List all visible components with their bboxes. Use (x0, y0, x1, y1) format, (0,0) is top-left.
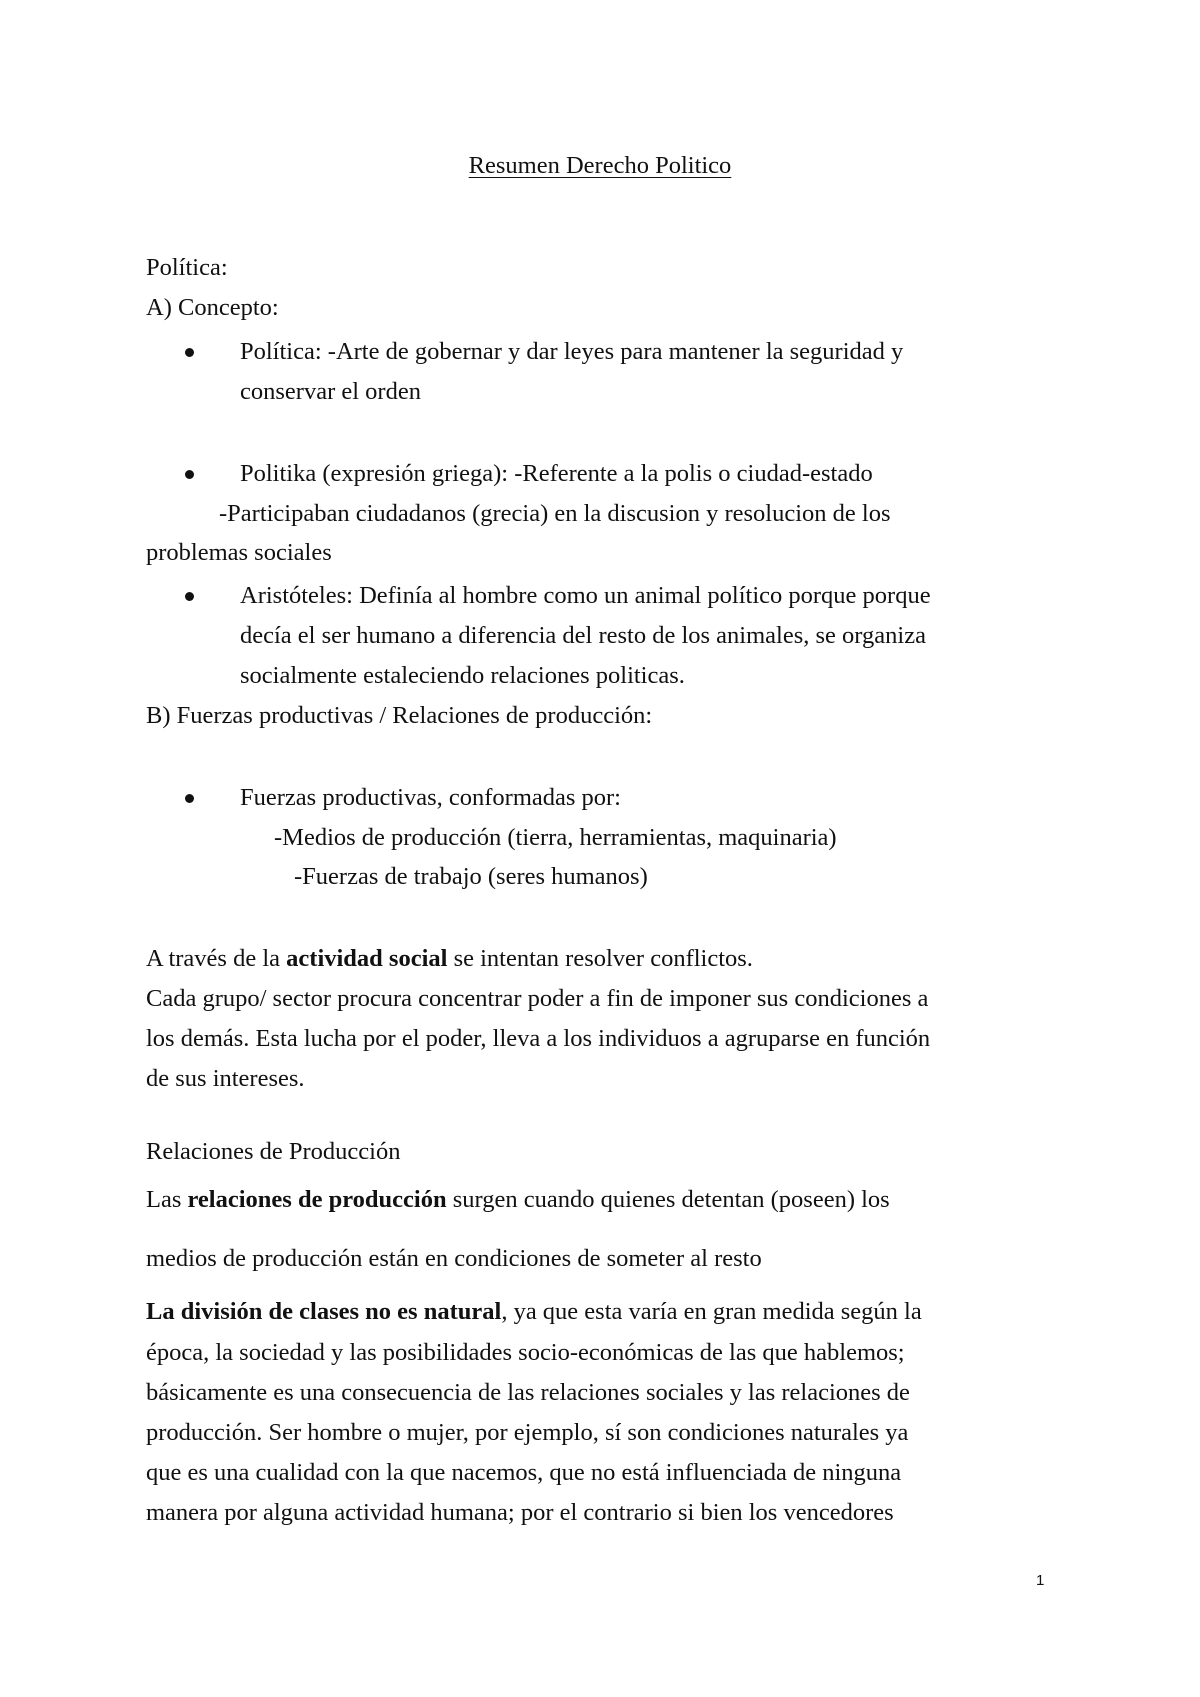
paragraph-line: A través de la actividad social se intentan resolver conflictos. (146, 945, 753, 972)
bullet-text: problemas sociales (146, 539, 332, 566)
bullet-subitem: -Medios de producción (tierra, herramientas, maquinaria) (274, 824, 837, 851)
bullet-text: Fuerzas productivas, conformadas por: (240, 784, 621, 811)
bullet-text: Aristóteles: Definía al hombre como un animal político porque porque (240, 582, 931, 609)
bullet-text: conservar el orden (240, 378, 421, 405)
bullet-icon (185, 592, 194, 601)
bullet-text: -Participaban ciudadanos (grecia) en la discusion y resolucion de los (219, 500, 891, 527)
subheading: Relaciones de Producción (146, 1138, 401, 1165)
paragraph-line: de sus intereses. (146, 1065, 305, 1092)
paragraph-line: Las relaciones de producción surgen cuando quienes detentan (poseen) los (146, 1186, 890, 1213)
bullet-icon (185, 470, 194, 479)
paragraph-line: que es una cualidad con la que nacemos, que no está influenciada de ninguna (146, 1459, 902, 1486)
paragraph-line: medios de producción están en condiciones de someter al resto (146, 1245, 762, 1272)
section-b-heading: B) Fuerzas productivas / Relaciones de producción: (146, 702, 653, 729)
paragraph-line: básicamente es una consecuencia de las relaciones sociales y las relaciones de (146, 1379, 910, 1406)
paragraph-line: los demás. Esta lucha por el poder, lleva a los individuos a agruparse en función (146, 1025, 931, 1052)
bullet-icon (185, 348, 194, 357)
bullet-subitem: -Fuerzas de trabajo (seres humanos) (294, 863, 648, 890)
paragraph-line: manera por alguna actividad humana; por el contrario si bien los vencedores (146, 1499, 894, 1526)
bullet-text: Política: -Arte de gobernar y dar leyes para mantener la seguridad y (240, 338, 904, 365)
section-politica-heading: Política: (146, 254, 228, 281)
document-title: Resumen Derecho Politico (468, 152, 732, 179)
paragraph-line: producción. Ser hombre o mujer, por ejemplo, sí son condiciones naturales ya (146, 1419, 909, 1446)
paragraph-line: Cada grupo/ sector procura concentrar poder a fin de imponer sus condiciones a (146, 985, 929, 1012)
paragraph-line: La división de clases no es natural, ya que esta varía en gran medida según la (146, 1298, 922, 1325)
bullet-text: decía el ser humano a diferencia del resto de los animales, se organiza (240, 622, 926, 649)
bullet-text: Politika (expresión griega): -Referente a la polis o ciudad-estado (240, 460, 873, 487)
bullet-icon (185, 794, 194, 803)
page-number: 1 (1036, 1572, 1045, 1589)
section-a-heading: A) Concepto: (146, 294, 279, 321)
paragraph-line: época, la sociedad y las posibilidades socio-económicas de las que hablemos; (146, 1339, 905, 1366)
bullet-text: socialmente estaleciendo relaciones politicas. (240, 662, 685, 689)
